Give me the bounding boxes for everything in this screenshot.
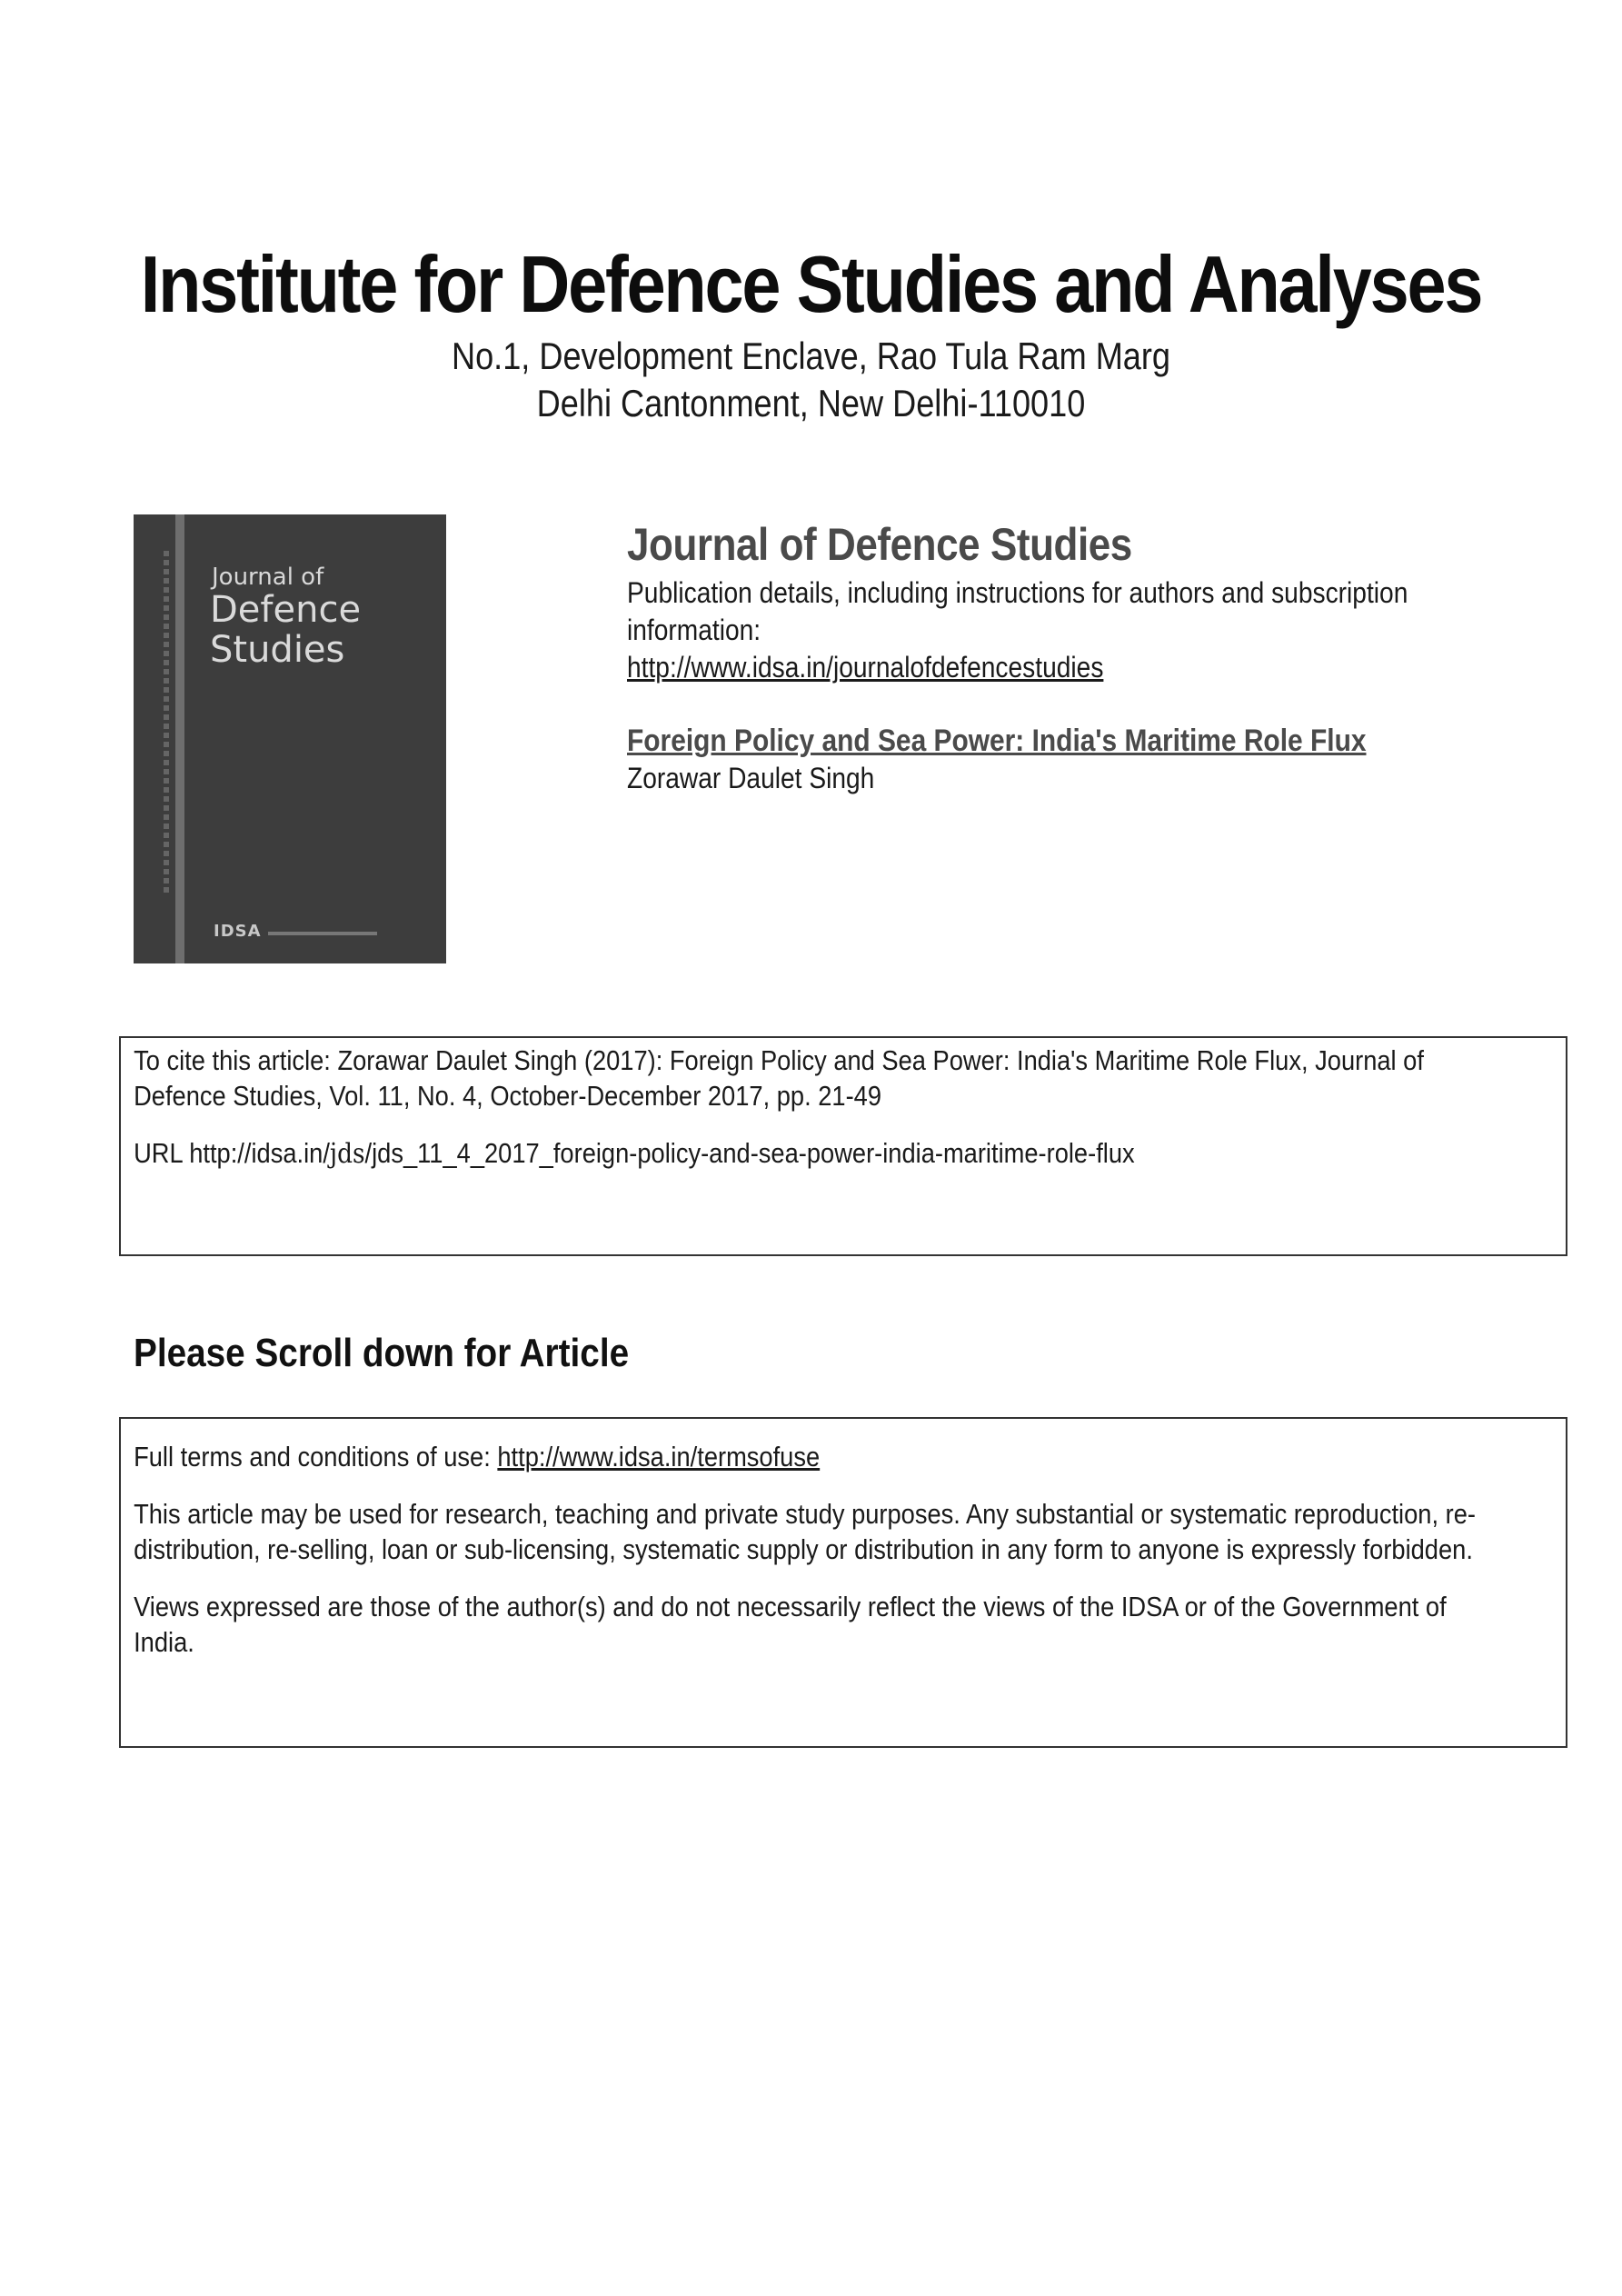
usage-text-line-1: This article may be used for research, teaching and private study purposes. Any substantial or systematic reproduction, re-	[134, 1498, 1476, 1530]
article-author: Zorawar Daulet Singh	[627, 762, 875, 794]
cover-title-line-3: Studies	[210, 629, 345, 671]
institute-title: Institute for Defence Studies and Analyses	[140, 239, 1482, 329]
scroll-down-heading: Please Scroll down for Article	[134, 1331, 630, 1375]
cover-strip	[175, 514, 184, 963]
journal-url-link[interactable]: http://www.idsa.in/journalofdefencestudies	[627, 651, 1104, 684]
cover-logo-line	[268, 932, 377, 935]
citation-url-prefix: URL http://idsa.in/	[134, 1137, 330, 1169]
citation-url-jds: jds	[329, 1138, 365, 1170]
cover-logo: IDSA	[214, 922, 262, 941]
views-text-line-1: Views expressed are those of the author(s) and do not necessarily reflect the views of the IDSA or of the Government of	[134, 1591, 1447, 1622]
citation-box	[119, 1036, 1567, 1256]
journal-cover-image	[134, 514, 446, 963]
cover-title-line-1: Journal of	[212, 564, 324, 591]
terms-of-use-link[interactable]: http://www.idsa.in/termsofuse	[497, 1441, 821, 1472]
publication-details: Publication details, including instructions for authors and subscription	[627, 576, 1408, 609]
cover-title-line-2: Defence	[210, 589, 362, 631]
terms-box	[119, 1417, 1567, 1748]
article-title-link[interactable]: Foreign Policy and Sea Power: India's Maritime Role Flux	[627, 724, 1367, 758]
address-line-1: No.1, Development Enclave, Rao Tula Ram Marg	[451, 334, 1170, 377]
citation-url-suffix: /jds_11_4_2017_foreign-policy-and-sea-power-india-maritime-role-flux	[364, 1137, 1135, 1169]
terms-label: Full terms and conditions of use:	[134, 1441, 498, 1472]
journal-info	[627, 516, 1518, 797]
address-line-2: Delhi Cantonment, New Delhi-110010	[536, 382, 1086, 424]
journal-title: Journal of Defence Studies	[627, 519, 1132, 570]
cover-spine-text	[164, 551, 169, 896]
citation-text-line-2: Defence Studies, Vol. 11, No. 4, October-December 2017, pp. 21-49	[134, 1080, 882, 1112]
citation-text-line-1: To cite this article: Zorawar Daulet Singh (2017): Foreign Policy and Sea Power: India's Maritime Role Flux, Journal of	[134, 1044, 1424, 1076]
publication-details-cont: information:	[627, 614, 761, 646]
views-text-line-2: India.	[134, 1626, 194, 1658]
terms-line	[134, 1439, 1539, 1474]
usage-text-line-2: distribution, re-selling, loan or sub-licensing, systematic supply or distribution in any form to anyone is expressly forbidden.	[134, 1533, 1473, 1565]
citation-url	[134, 1135, 1539, 1172]
